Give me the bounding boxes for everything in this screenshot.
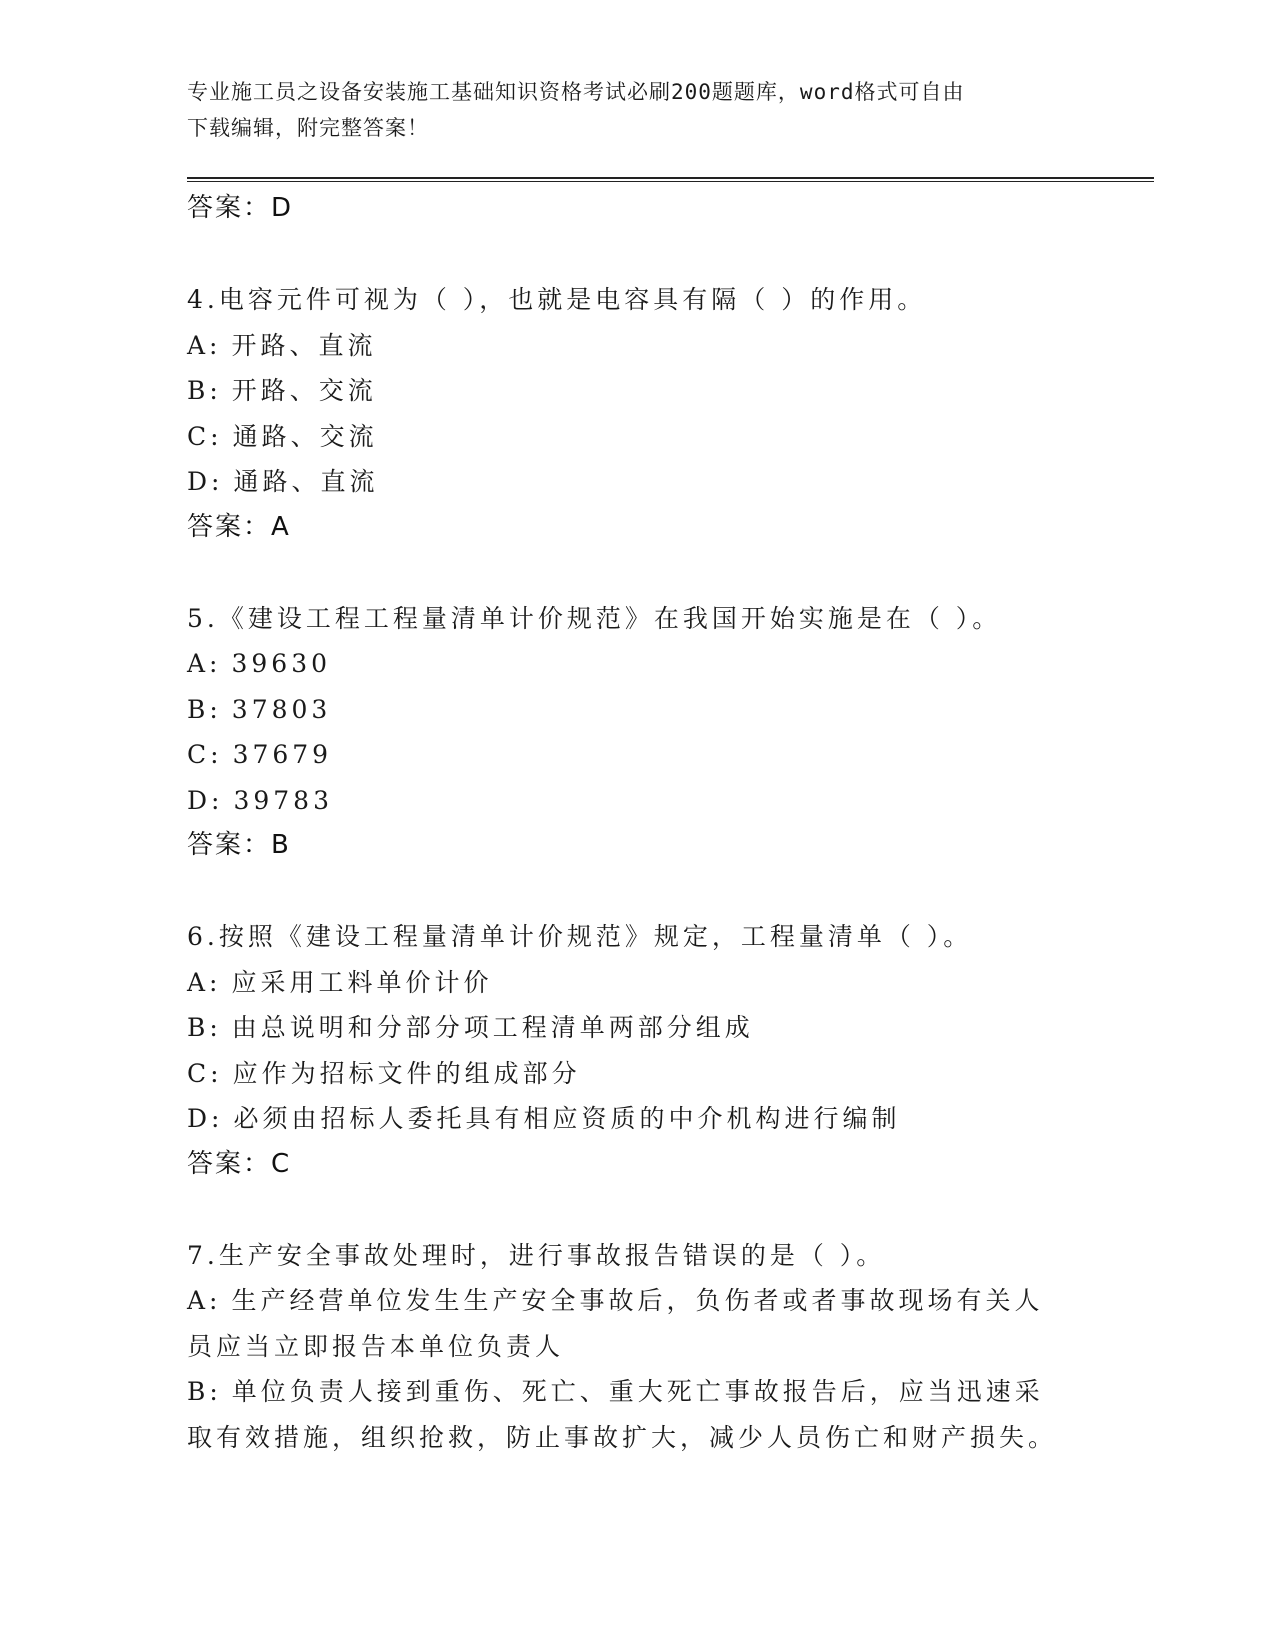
- option-text: 必须由招标人委托具有相应资质的中介机构进行编制: [233, 1104, 901, 1133]
- option-text: 应作为招标文件的组成部分: [232, 1058, 581, 1088]
- option-text: 39783: [233, 785, 333, 815]
- option-label: A:: [187, 649, 222, 678]
- question-list: [187, 186, 1087, 1460]
- question-stem: 6.按照《建设工程量清单计价规范》规定，工程量清单（ ）。: [187, 922, 973, 951]
- spacer: [187, 1187, 1087, 1233]
- spacer: [187, 550, 1087, 596]
- option-a: [187, 1278, 1067, 1369]
- question-stem: 5.《建设工程工程量清单计价规范》在我国开始实施是在（ ）。: [187, 603, 1002, 633]
- header-line-2: 下载编辑，附完整答案！: [187, 116, 429, 140]
- option-d: [187, 778, 1087, 824]
- option-text: 37679: [232, 740, 333, 769]
- option-label: B:: [187, 694, 222, 724]
- question-block: [187, 914, 1087, 1187]
- option-b: [187, 1369, 1067, 1460]
- option-label: D:: [187, 467, 224, 496]
- option-label: C:: [187, 1058, 223, 1088]
- option-text: 由总说明和分部分项工程清单两部分组成: [231, 1013, 754, 1042]
- spacer: [187, 869, 1087, 915]
- option-c: [187, 414, 1087, 460]
- option-label: C:: [187, 421, 223, 451]
- option-b: [187, 368, 1087, 414]
- header-divider-thin: [187, 181, 1154, 182]
- option-text: 应采用工料单价计价: [231, 967, 493, 997]
- option-label: A:: [187, 330, 222, 360]
- answer-line: 答案：B: [187, 830, 291, 860]
- option-text: 开路、直流: [231, 330, 377, 360]
- option-label: D:: [187, 1104, 224, 1133]
- option-text: 37803: [231, 694, 332, 724]
- option-b: [187, 1005, 1087, 1051]
- spacer: [187, 232, 1087, 278]
- answer-line: 答案：D: [187, 193, 294, 223]
- answer-line: 答案：C: [187, 1148, 292, 1179]
- option-text: 39630: [231, 649, 332, 678]
- option-label: B:: [187, 1377, 222, 1406]
- question-stem: 4.电容元件可视为（ ），也就是电容具有隔（ ）的作用。: [187, 285, 927, 314]
- option-a: [187, 960, 1087, 1006]
- option-label: D:: [187, 785, 224, 815]
- option-a: [187, 323, 1087, 369]
- document-header: [187, 74, 1067, 146]
- question-stem: 7.生产安全事故处理时，进行事故报告错误的是（ ）。: [187, 1240, 886, 1270]
- option-d: [187, 459, 1087, 505]
- option-text: 通路、直流: [233, 467, 379, 496]
- option-text: 单位负责人接到重伤、死亡、重大死亡事故报告后，应当迅速采取有效措施，组织抢救，防止事故扩大，减少人员伤亡和财产损失。: [187, 1377, 1058, 1452]
- option-label: B:: [187, 376, 222, 405]
- answer-line: 答案：A: [187, 511, 291, 542]
- option-d: [187, 1096, 1087, 1142]
- question-block: [187, 277, 1087, 550]
- question-block: [187, 596, 1087, 869]
- option-text: 生产经营单位发生生产安全事故后，负伤者或者事故现场有关人员应当立即报告本单位负责人: [187, 1286, 1044, 1361]
- option-label: A:: [187, 1286, 222, 1315]
- option-a: [187, 641, 1087, 687]
- option-c: [187, 732, 1087, 778]
- option-label: B:: [187, 1013, 222, 1042]
- option-c: [187, 1051, 1087, 1097]
- option-label: A:: [187, 967, 222, 997]
- header-line-1: 专业施工员之设备安装施工基础知识资格考试必刷200题题库，word格式可自由: [187, 80, 965, 104]
- option-text: 通路、交流: [232, 421, 378, 451]
- option-label: C:: [187, 740, 223, 769]
- question-block: [187, 1233, 1087, 1461]
- header-divider-thick: [187, 177, 1154, 179]
- option-b: [187, 687, 1087, 733]
- option-text: 开路、交流: [231, 376, 377, 405]
